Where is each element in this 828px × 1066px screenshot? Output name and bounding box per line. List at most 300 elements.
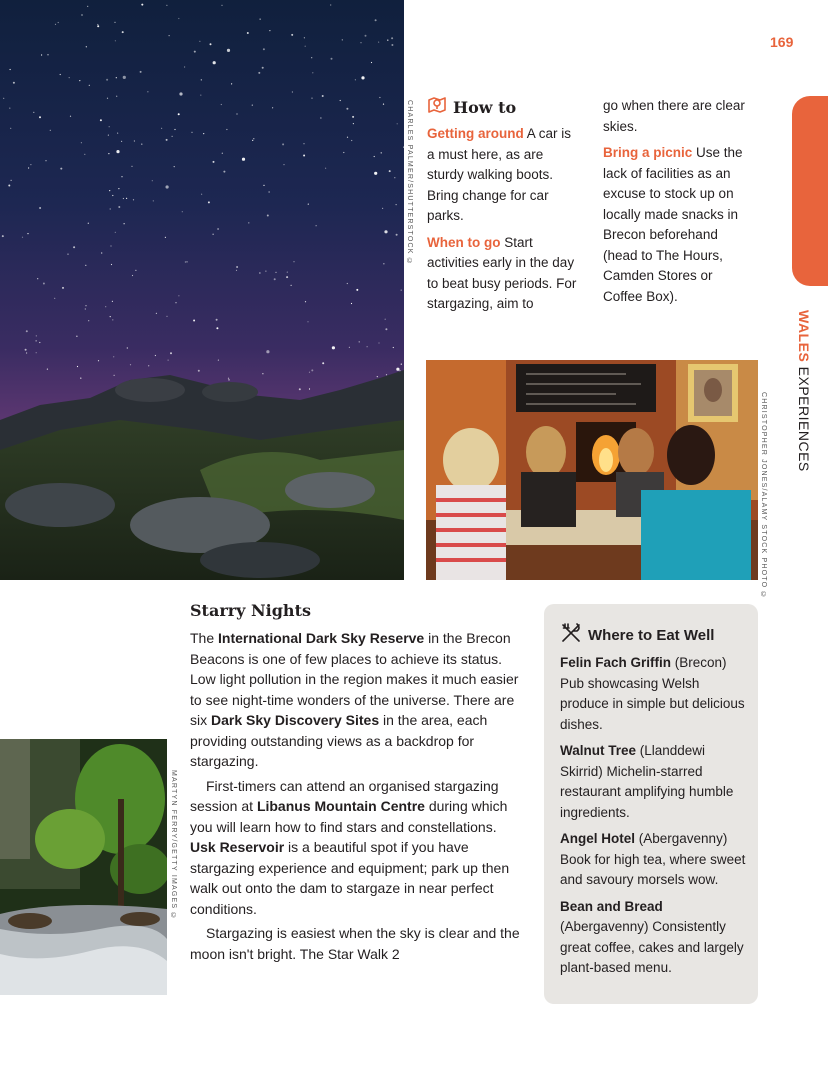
star [374, 172, 377, 175]
star [130, 364, 131, 365]
star [3, 98, 4, 99]
star [88, 223, 89, 224]
star [208, 201, 210, 203]
star [106, 79, 108, 81]
star [76, 336, 77, 337]
howto-lead: Bring a picnic [603, 145, 693, 160]
star [216, 319, 218, 321]
star [114, 375, 115, 376]
star [54, 298, 55, 299]
star [305, 46, 306, 47]
star [303, 155, 305, 157]
highlighted-place: International Dark Sky Reserve [218, 630, 425, 646]
star [116, 150, 119, 153]
star [43, 283, 45, 285]
star [152, 180, 153, 181]
star [359, 341, 360, 342]
star [389, 170, 391, 172]
highlighted-place: Dark Sky Discovery Sites [211, 712, 380, 728]
star [227, 49, 230, 52]
star [287, 272, 288, 273]
star [185, 261, 186, 262]
star [168, 360, 169, 361]
star [267, 215, 269, 217]
star [79, 80, 80, 81]
star [60, 74, 61, 75]
star [379, 97, 380, 98]
star [123, 76, 126, 79]
star [153, 200, 154, 201]
star [213, 161, 215, 163]
restaurant-name: Walnut Tree [560, 743, 637, 758]
star [174, 166, 175, 167]
howto-paragraph [603, 143, 755, 307]
fork-knife-icon [560, 622, 582, 648]
star [203, 133, 204, 134]
star [186, 261, 187, 262]
article-text: in the area, each providing outstanding views as a backdrop for stargazing. [190, 712, 488, 769]
star [27, 233, 28, 234]
star [263, 185, 264, 186]
photo-credit: CHARLES PALMER/SHUTTERSTOCK © [406, 100, 413, 267]
star [140, 71, 142, 73]
star [387, 40, 388, 41]
star [213, 234, 214, 235]
star [69, 77, 70, 78]
star [36, 340, 37, 341]
star [218, 360, 219, 361]
star [133, 199, 134, 200]
star [383, 104, 384, 105]
star [352, 116, 354, 118]
star [85, 265, 86, 266]
star [37, 278, 38, 279]
howto-text: Use the lack of facilities as an excuse to stock up on locally made snacks in Brecon beforehand (head to The Hours, Camden Stores or Coffee Box). [603, 145, 743, 304]
howto-title: How to [453, 97, 517, 117]
star [101, 252, 102, 253]
star [396, 204, 397, 205]
star [320, 117, 321, 118]
star [274, 278, 276, 280]
star [70, 116, 71, 117]
star [228, 379, 229, 380]
star [178, 113, 180, 115]
star [184, 66, 185, 67]
star [391, 37, 393, 39]
star [89, 85, 90, 86]
star [191, 132, 192, 133]
star [81, 142, 82, 143]
star [127, 347, 128, 348]
star [226, 129, 227, 130]
howto-text: A car is a must here, as are sturdy walking boots. Bring change for car parks. [427, 126, 572, 223]
star [262, 373, 263, 374]
howto-text: go when there are clear skies. [603, 98, 745, 134]
star [397, 123, 398, 124]
star [30, 164, 31, 165]
star [322, 95, 324, 97]
star [166, 316, 167, 317]
star [248, 222, 249, 223]
star [371, 62, 372, 63]
star [384, 230, 387, 233]
star [258, 72, 260, 74]
star [156, 313, 157, 314]
star [216, 327, 218, 329]
star [378, 42, 379, 43]
chapter-tab [792, 96, 828, 286]
restaurant-description: (Brecon) Pub showcasing Welsh produce in simple but delicious dishes. [560, 655, 745, 732]
star [141, 144, 142, 145]
star [58, 22, 59, 23]
star [169, 35, 170, 36]
article-title: Starry Nights [190, 601, 311, 620]
highlighted-place: Usk Reservoir [190, 839, 285, 855]
star [175, 302, 176, 303]
star [385, 328, 387, 330]
star [112, 301, 113, 302]
star [305, 301, 306, 302]
star [322, 362, 324, 364]
star [247, 32, 249, 34]
star [200, 95, 201, 96]
star [346, 108, 348, 110]
star [347, 137, 348, 138]
star [8, 185, 10, 187]
star [383, 263, 384, 264]
star [236, 113, 237, 114]
star [118, 188, 119, 189]
star [115, 232, 116, 233]
star [308, 204, 309, 205]
section-country: WALES [796, 310, 812, 363]
star [80, 378, 81, 379]
star [115, 40, 116, 41]
star [10, 128, 11, 129]
star [86, 46, 87, 47]
restaurant-item [560, 741, 750, 823]
restaurant-item [560, 897, 750, 979]
star [342, 39, 343, 40]
star [116, 77, 117, 78]
star [242, 158, 245, 161]
star [311, 57, 312, 58]
star [265, 271, 266, 272]
star [351, 303, 352, 304]
star [28, 167, 29, 168]
star [124, 223, 125, 224]
star [382, 208, 383, 209]
star [123, 198, 124, 199]
star [155, 355, 156, 356]
star [303, 143, 304, 144]
article-text: in the Brecon Beacons is one of few places to achieve its status. Low light pollution in the region makes it much easier to see night-time wonders of the universe. There are six [190, 630, 519, 728]
restaurant-item [560, 653, 750, 735]
star [39, 207, 41, 209]
star [396, 234, 398, 236]
star [110, 245, 111, 246]
star [378, 342, 379, 343]
star [353, 123, 354, 124]
star [365, 35, 367, 37]
star [394, 177, 395, 178]
howto-column-2 [603, 96, 755, 313]
star [179, 92, 182, 95]
star [236, 266, 238, 268]
star [221, 5, 222, 6]
star [367, 346, 368, 347]
star [50, 130, 51, 131]
star [108, 153, 109, 154]
star [131, 166, 132, 167]
star [193, 320, 195, 322]
star [73, 246, 75, 248]
star [309, 372, 310, 373]
section-category: EXPERIENCES [796, 366, 812, 472]
star [401, 290, 402, 291]
star [26, 330, 28, 332]
map-pin-icon [427, 96, 447, 118]
star [375, 19, 377, 21]
section-label [792, 310, 812, 472]
howto-heading [427, 96, 516, 118]
star [122, 31, 124, 33]
star [291, 285, 292, 286]
star [166, 185, 169, 188]
star [201, 79, 202, 80]
star [259, 272, 260, 273]
star [174, 129, 175, 130]
star [141, 4, 143, 6]
restaurant-name: Angel Hotel [560, 831, 636, 846]
page-number: 169 [770, 34, 794, 50]
pub-diners-photo [426, 360, 758, 580]
star [41, 54, 42, 55]
article-text: is a beautiful spot if you have stargazing experience and equipment; park up then walk out onto the dam to stargaze in near perfect conditions. [190, 839, 510, 917]
article-text: First-timers can attend an organised stargazing session at [190, 777, 499, 814]
star [112, 195, 113, 196]
star [77, 366, 78, 367]
star [340, 100, 341, 101]
star [126, 198, 127, 199]
star [356, 289, 358, 291]
star [332, 346, 335, 349]
article-paragraph: Stargazing is easiest when the sky is clear and the moon isn't bright. The Star Walk 2 [190, 925, 520, 962]
star [325, 168, 326, 169]
star [85, 308, 86, 309]
star [312, 72, 313, 73]
star [194, 51, 196, 53]
star [307, 321, 308, 322]
star [2, 235, 4, 237]
star [347, 283, 348, 284]
star [178, 295, 179, 296]
star [170, 352, 172, 354]
star [231, 83, 232, 84]
star [109, 190, 110, 191]
restaurant-description: (Abergavenny) Book for high tea, where sweet and savoury morsels wow. [560, 831, 746, 887]
article-paragraph [190, 628, 520, 772]
star [147, 91, 148, 92]
star [349, 347, 350, 348]
restaurant-description: (Llanddewi Skirrid) Michelin-starred restaurant amplifying humble ingredients. [560, 743, 734, 820]
star [47, 54, 48, 55]
restaurant-list [560, 653, 750, 985]
star [166, 139, 168, 141]
star [262, 67, 264, 69]
star [22, 237, 23, 238]
star [283, 164, 284, 165]
star [309, 388, 310, 389]
howto-lead: Getting around [427, 126, 524, 141]
howto-paragraph [603, 96, 755, 137]
star [260, 19, 261, 20]
star [118, 206, 120, 208]
star [275, 272, 276, 273]
star [25, 349, 27, 351]
eat-title: Where to Eat Well [588, 626, 715, 644]
star [198, 370, 200, 372]
star [87, 6, 88, 7]
star [39, 342, 40, 343]
star [221, 104, 222, 105]
star [374, 156, 375, 157]
star [360, 42, 361, 43]
photo-credit: CHRISTOPHER JONES/ALAMY STOCK PHOTO © [760, 392, 767, 600]
restaurant-name: Felin Fach Griffin [560, 655, 672, 670]
star [60, 168, 62, 170]
star [361, 76, 364, 79]
star [401, 364, 402, 365]
star [293, 261, 294, 262]
article-text: The [190, 630, 219, 646]
star [263, 48, 265, 50]
star [393, 347, 394, 348]
star [386, 374, 387, 375]
restaurant-item [560, 829, 750, 891]
star [182, 211, 183, 212]
star [199, 41, 200, 42]
star [286, 276, 288, 278]
star [84, 154, 85, 155]
star [252, 140, 253, 141]
star [166, 5, 167, 6]
star [178, 18, 179, 19]
star [114, 22, 115, 23]
star [81, 14, 82, 15]
star [113, 356, 114, 357]
star [282, 143, 284, 145]
star [67, 254, 68, 255]
star [97, 25, 99, 27]
river-photo [0, 739, 167, 995]
star [304, 37, 305, 38]
star [117, 133, 118, 134]
star [39, 116, 41, 118]
star [97, 24, 98, 25]
star [253, 138, 254, 139]
howto-column-1 [427, 124, 577, 321]
article-body [190, 628, 520, 964]
star [172, 136, 173, 137]
howto-paragraph [427, 124, 577, 227]
article-text: during which you will learn how to find stars and constellations. [190, 798, 508, 835]
star [213, 61, 216, 64]
photo-credit: MARTYN FERRY/GETTY IMAGES © [170, 770, 177, 921]
howto-lead: When to go [427, 234, 501, 250]
star [98, 360, 99, 361]
star [269, 191, 270, 192]
restaurant-description: (Abergavenny) Consistently great coffee, cakes and largely plant-based menu. [560, 919, 744, 975]
star [111, 264, 112, 265]
star [134, 140, 135, 141]
star [36, 335, 37, 336]
restaurant-name: Bean and Bread [560, 898, 663, 914]
star [396, 368, 399, 371]
star [109, 126, 110, 127]
star [272, 107, 273, 108]
star [100, 119, 102, 121]
howto-paragraph [427, 233, 577, 315]
star [45, 160, 46, 161]
eat-heading [560, 622, 714, 648]
star [11, 180, 12, 181]
star [108, 135, 109, 136]
star [105, 306, 106, 307]
star [110, 208, 111, 209]
star [107, 98, 108, 99]
star [330, 4, 331, 5]
star [377, 376, 378, 377]
star [331, 58, 333, 60]
star [33, 112, 34, 113]
star [228, 378, 229, 379]
star [55, 24, 56, 25]
star [112, 319, 113, 320]
star [47, 369, 48, 370]
star [355, 79, 356, 80]
star [311, 98, 312, 99]
star [110, 316, 111, 317]
star [132, 275, 133, 276]
star [222, 153, 223, 154]
star [223, 171, 225, 173]
star [236, 270, 237, 271]
star [161, 128, 162, 129]
star [165, 237, 166, 238]
star [269, 30, 270, 31]
howto-text: Start activities early in the day to beat busy periods. For stargazing, aim to [427, 234, 577, 311]
star [391, 44, 393, 46]
star [252, 105, 253, 106]
star [291, 34, 293, 36]
star [351, 140, 352, 141]
highlighted-place: Libanus Mountain Centre [256, 798, 425, 814]
star [311, 369, 313, 371]
star [26, 352, 27, 353]
star [385, 319, 386, 320]
star [85, 305, 86, 306]
star [121, 176, 122, 177]
star [343, 152, 344, 153]
star [266, 350, 269, 353]
star [135, 270, 136, 271]
star [36, 352, 37, 353]
article-paragraph [190, 776, 520, 920]
star [10, 69, 11, 70]
star [210, 43, 212, 45]
star [88, 320, 89, 321]
